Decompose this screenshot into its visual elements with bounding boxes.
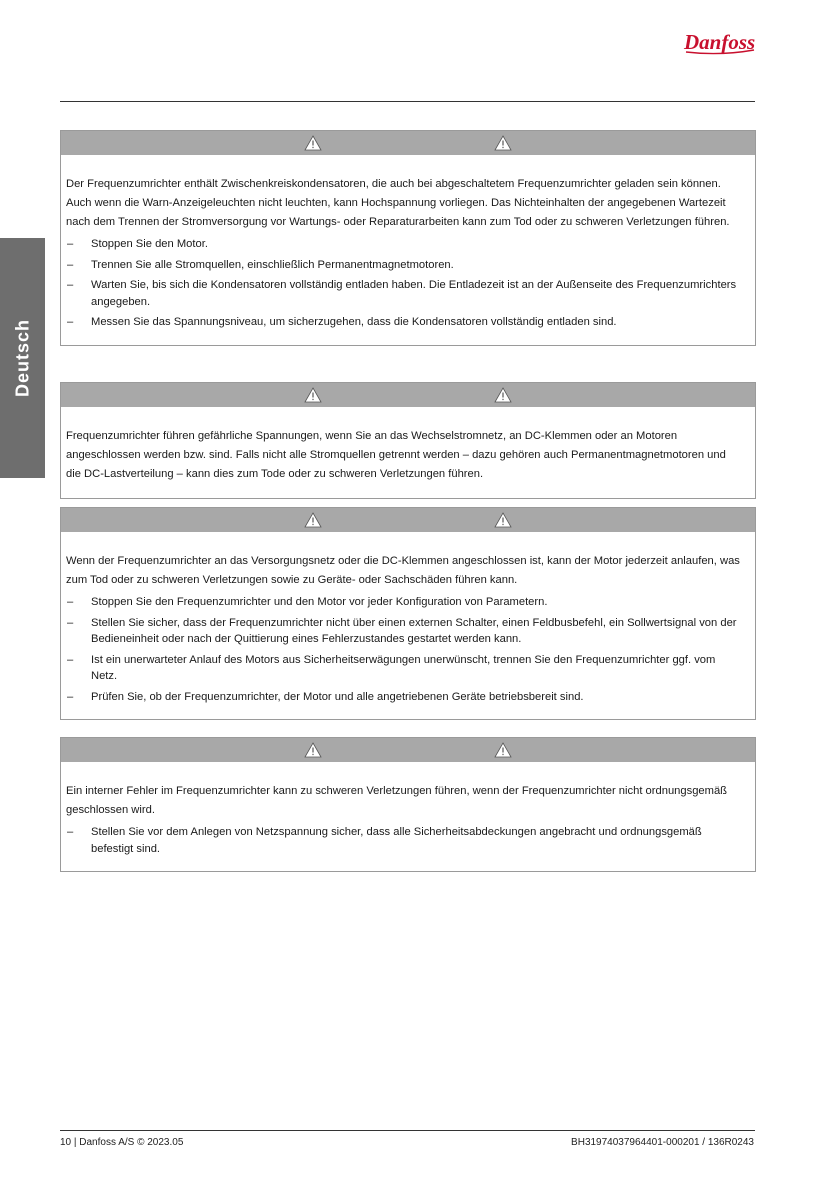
list-item: – Trennen Sie alle Stromquellen, einschließlich Permanentmagnetmotoren.	[67, 258, 454, 271]
warning-banner	[61, 131, 755, 155]
warning-body	[61, 407, 755, 498]
warning-triangle-icon	[494, 135, 512, 151]
warning-box-3	[60, 507, 756, 720]
warning-triangle-icon	[304, 387, 322, 403]
list-item: – Stoppen Sie den Frequenzumrichter und den Motor vor jeder Konfiguration von Parametern.	[67, 596, 548, 608]
warning-list	[66, 594, 743, 705]
warning-box-1	[60, 130, 756, 346]
list-item: – Stellen Sie vor dem Anlegen von Netzspannung sicher, dass alle Sicherheitsabdeckungen angebracht und ordnungsgemäß befestigt sind.	[67, 826, 702, 855]
side-tab-label: Deutsch	[12, 318, 32, 398]
warning-paragraph: Der Frequenzumrichter enthält Zwischenkreiskondensatoren, die auch bei abgeschaltetem Frequenzumrichter geladen sein können. Auch wenn die Warn-Anzeigeleuchten nicht leuchten, kann Hochspannung vorliegen. Das Nichteinhalten der angegebenen Wartezeit nach dem Trennen der Stromversorgung vor Wartungs- oder Reparaturarbeiten kann zum Tod oder zu schweren Verletzungen führen.	[66, 178, 730, 228]
list-item: – Messen Sie das Spannungsniveau, um sicherzugehen, dass die Kondensatoren vollständig entladen sind.	[67, 316, 617, 328]
svg-text:Danfoss: Danfoss	[684, 30, 756, 54]
warning-triangle-icon	[494, 387, 512, 403]
footer-page-info: 10 | Danfoss A/S © 2023.05	[60, 1137, 184, 1148]
warning-triangle-icon	[494, 512, 512, 528]
warning-triangle-icon	[304, 742, 322, 758]
danfoss-logo	[682, 28, 758, 58]
list-item: – Stellen Sie sicher, dass der Frequenzumrichter nicht über einen externen Schalter, einen Feldbusbefehl, ein Sollwertsignal von der Bedieneinheit oder nach der Quittierung eines Fehlerzustandes gestartet werden kann.	[67, 616, 737, 645]
warning-banner	[61, 738, 755, 762]
list-item: – Ist ein unerwarteter Anlauf des Motors aus Sicherheitserwägungen unerwünscht, trennen Sie den Frequenzumrichter ggf. vom Netz.	[67, 653, 716, 682]
list-item: – Prüfen Sie, ob der Frequenzumrichter, der Motor und alle angetriebenen Geräte betriebsbereit sind.	[67, 690, 584, 703]
warning-box-2	[60, 382, 756, 499]
warning-box-4	[60, 737, 756, 872]
header-divider	[60, 101, 755, 102]
warning-list	[66, 236, 743, 331]
warning-paragraph: Ein interner Fehler im Frequenzumrichter kann zu schweren Verletzungen führen, wenn der Frequenzumrichter nicht ordnungsgemäß geschlossen wird.	[66, 785, 728, 816]
list-item: – Stoppen Sie den Motor.	[67, 238, 208, 250]
warning-body	[61, 762, 755, 871]
list-item: – Warten Sie, bis sich die Kondensatoren vollständig entladen haben. Die Entladezeit ist an der Außenseite des Frequenzumrichters angegeben.	[67, 279, 737, 308]
warning-paragraph: Wenn der Frequenzumrichter an das Versorgungsnetz oder die DC-Klemmen angeschlossen ist, kann der Motor jederzeit anlaufen, was zum Tod oder zu schweren Verletzungen sowie zu Geräte- oder Sachschäden führen kann.	[66, 555, 740, 586]
warning-banner	[61, 508, 755, 532]
warning-triangle-icon	[304, 512, 322, 528]
warning-triangle-icon	[494, 742, 512, 758]
footer-divider	[60, 1130, 755, 1131]
warning-paragraph: Frequenzumrichter führen gefährliche Spannungen, wenn Sie an das Wechselstromnetz, an DC-Klemmen oder an Motoren angeschlossen werden bzw. sind. Falls nicht alle Stromquellen getrennt werden – dazu gehören auch Permanentmagnetmotoren und die DC-Lastverteilung – kann dies zum Tode oder zu schweren Verletzungen führen.	[66, 430, 726, 480]
warning-banner	[61, 383, 755, 407]
footer-doc-number: BH31974037964401-000201 / 136R0243	[571, 1137, 754, 1148]
language-side-tab	[0, 238, 45, 478]
warning-triangle-icon	[304, 135, 322, 151]
warning-body	[61, 532, 755, 719]
warning-list	[66, 824, 743, 857]
warning-body	[61, 155, 755, 345]
